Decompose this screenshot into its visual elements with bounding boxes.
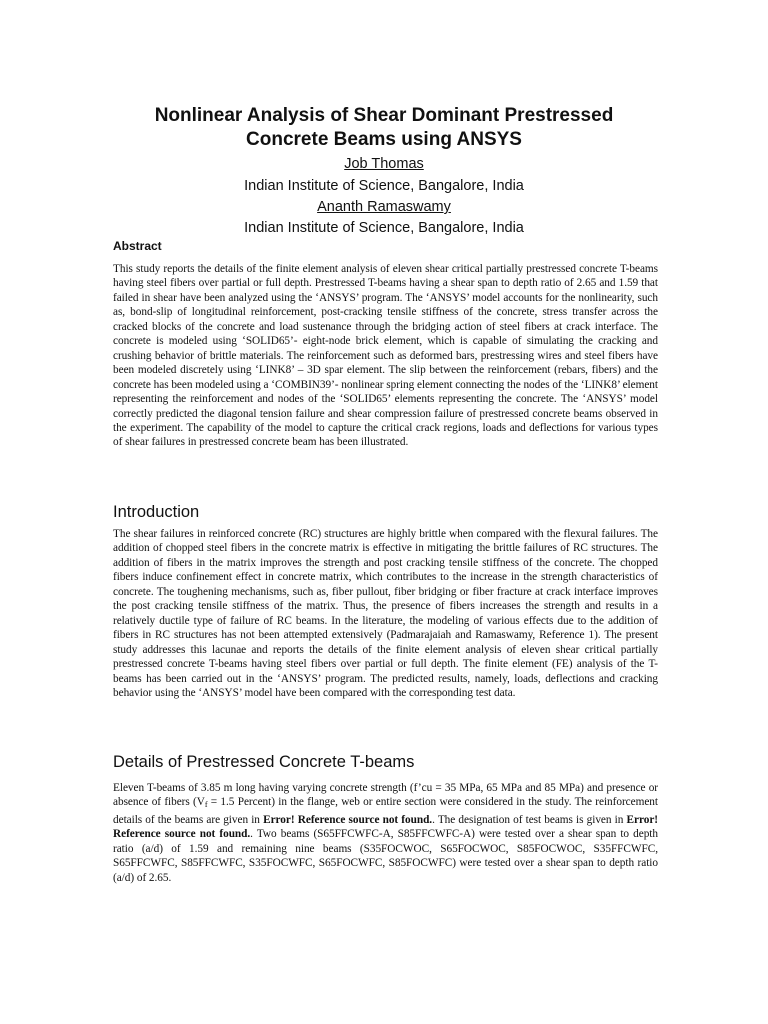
title-line-2: Concrete Beams using ANSYS <box>246 129 522 150</box>
details-text-part-4: . Two beams (S65FFCWFC-A, S85FFCWFC-A) were tested over a shear span to depth ratio (a/d) of 1.59 and remaining nine beams (S35FOCWOC, S65FOCWOC, S85FOCWOC, S35FFCWFC, S65FFCWFC, S85FFCWFC, S35FOCWFC, S65FOCWFC, S85FOCWFC) were tested over a shear span to depth ratio (a/d) of 2.65. <box>113 828 658 884</box>
abstract-text: This study reports the details of the finite element analysis of eleven shear critical partially prestressed concrete T-beams having steel fibers over partial or full depth. Prestressed T-beams having a shear span to depth ratio of 2.65 and 1.59 that failed in shear have been analyzed using the ‘ANSYS’ program. The ‘ANSYS’ model accounts for the nonlinearity, such as, bond-slip of longitudinal reinforcement, post-cracking tensile stiffness of the concrete, stress transfer across the cracked blocks of the concrete and load sustenance through the bridging action of steel fibers at crack interface. The concrete is modeled using ‘SOLID65’- eight-node brick element, which is capable of simulating the cracking and crushing behavior of brittle materials. The reinforcement such as deformed bars, prestressing wires and steel fibers have been modeled discretely using ‘LINK8’ – 3D spar element. The slip between the reinforcement (rebars, fibers) and the concrete has been modeled using a ‘COMBIN39’- nonlinear spring element connecting the nodes of the ‘LINK8’ element representing the reinforcement and nodes of the ‘SOLID65’ elements representing the concrete. The ‘ANSYS’ model correctly predicted the diagonal tension failure and shear compression failure of prestressed concrete beams observed in the experiment. The capability of the model to capture the critical crack regions, loads and deflections for various types of shear failures in prestressed concrete beam has been illustrated. <box>113 263 658 449</box>
introduction-heading: Introduction <box>113 503 200 521</box>
author-affiliation-2: Indian Institute of Science, Bangalore, India <box>244 220 524 236</box>
abstract-heading: Abstract <box>113 239 162 253</box>
title-line-1: Nonlinear Analysis of Shear Dominant Prestressed <box>154 105 614 126</box>
details-text <box>113 781 658 885</box>
fiber-volume-subscript: f <box>204 800 208 810</box>
author-affiliation-1: Indian Institute of Science, Bangalore, India <box>244 178 524 194</box>
paper-title <box>60 104 708 152</box>
details-text-part-3: . The designation of test beams is given in <box>432 813 627 826</box>
details-text-part-1: Eleven T-beams of 3.85 m long having varying concrete strength (f’cu = 35 MPa, 65 MPa and 85 MPa) and presence or absence of fibers (V <box>113 782 658 809</box>
author-name-2[interactable]: Ananth Ramaswamy <box>317 199 451 215</box>
details-heading: Details of Prestressed Concrete T-beams <box>113 753 415 771</box>
reference-error-2: Error! Reference source not found. <box>113 813 659 841</box>
introduction-text: The shear failures in reinforced concrete (RC) structures are highly brittle when compared with the flexural failures. The addition of chopped steel fibers in the concrete matrix is effective in mitigating the brittle failures of RC structures. The addition of fibers in the matrix improves the strength and post cracking tensile stiffness of the concrete. The chopped fibers induce confinement effect in concrete matrix, which contributes to the increase in the strength characteristics of concrete. The toughening mechanisms, such as, fiber pullout, fiber bridging or fiber fracture at crack interface improves the post cracking tensile stiffness of the matrix. Thus, the presence of fibers increases the strength and results in a relatively ductile type of failure of RC beams. In the literature, the modeling of various effects due to the addition of fibers in RC structures has not been attempted extensively (Padmarajaiah and Ramaswamy, Reference 1). The present study addresses this lacunae and reports the details of the finite element analysis of eleven shear critical partially prestressed concrete T-beams having steel fibers over partial or full depth. The finite element (FE) analysis of the T-beams has been carried out in the ‘ANSYS’ program. The predicted results, namely, loads, deflections and cracking behavior using the ‘ANSYS’ model have been compared with the corresponding test data. <box>113 528 658 699</box>
details-text-part-2: = 1.5 Percent) in the flange, web or entire section were considered in the study. The reinforcement details of the beams are given in <box>113 796 658 826</box>
author-name-1[interactable]: Job Thomas <box>344 156 424 172</box>
reference-error-1: Error! Reference source not found. <box>263 813 433 826</box>
